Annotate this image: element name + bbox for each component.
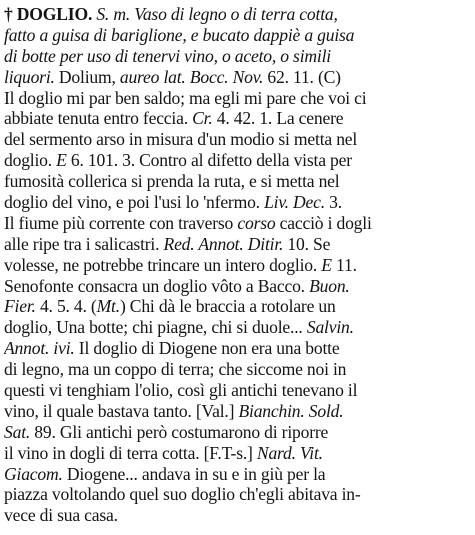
text-line xyxy=(4,25,470,46)
text-run: Red. Annot. Ditir. xyxy=(163,233,284,254)
text-run: corso xyxy=(237,212,276,233)
text-run: liquori. xyxy=(4,66,55,87)
text-run: Il fiume più corrente con traverso xyxy=(4,212,238,233)
text-line xyxy=(4,296,470,317)
text-run: Mt. xyxy=(96,296,120,317)
text-run: 4. 42. 1. La cenere xyxy=(212,108,344,129)
text-line xyxy=(4,422,470,443)
text-run: E xyxy=(56,150,67,171)
text-run: doglio del vino, e poi l'usi lo 'nfermo. xyxy=(4,192,265,213)
text-run: Sat. xyxy=(4,421,31,442)
text-run: 6. 101. 3. Contro al difetto della vista per xyxy=(66,150,352,171)
text-line xyxy=(4,464,470,485)
text-run: Annot. ivi. xyxy=(4,338,75,359)
text-line xyxy=(4,317,470,338)
text-run: piazza voltolando quel suo doglio ch'egli abitava in- xyxy=(4,484,361,505)
text-line xyxy=(4,359,470,380)
text-line xyxy=(4,380,470,401)
text-run: cacciò i dogli xyxy=(275,212,372,233)
entry-headword: † DOGLIO. xyxy=(4,4,93,24)
text-line xyxy=(4,4,470,25)
text-line xyxy=(4,338,470,359)
text-line xyxy=(4,192,470,213)
text-run: Cr. xyxy=(192,108,213,129)
text-line xyxy=(4,484,470,505)
text-run: 62. 11. (C) xyxy=(263,66,341,87)
text-line xyxy=(4,213,470,234)
text-line xyxy=(4,108,470,129)
text-line xyxy=(4,505,470,526)
text-run: Nard. Vit. xyxy=(256,442,323,463)
text-line xyxy=(4,401,470,422)
text-line xyxy=(4,276,470,297)
text-run: doglio. xyxy=(4,150,57,171)
text-run: doglio, Una botte; chi piagne, chi si duole... xyxy=(4,317,307,338)
text-line xyxy=(4,255,470,276)
text-run: alle ripe tra i salicastri. xyxy=(4,233,164,254)
text-run: 3. xyxy=(324,192,342,213)
text-run: vece di sua casa. xyxy=(4,505,118,526)
text-run: Il doglio di Diogene non era una botte xyxy=(74,338,340,359)
text-run: 4. 5. 4. ( xyxy=(35,296,97,317)
text-line xyxy=(4,129,470,150)
text-run: S. m. Vaso di legno o di terra cotta, xyxy=(92,4,338,24)
text-run: Dolium, xyxy=(54,66,120,87)
text-line xyxy=(4,234,470,255)
text-run: aureo lat. Bocc. Nov. xyxy=(119,66,264,87)
dictionary-entry-doglio xyxy=(4,4,470,526)
text-run: abbiate tenuta entro feccia. xyxy=(4,108,193,129)
text-run: di legno, ma un coppo di terra; che siccome noi in xyxy=(4,359,347,380)
text-line xyxy=(4,150,470,171)
text-run: fumosità collerica si prenda la ruta, e si metta nel xyxy=(4,171,340,192)
text-run: 89. Gli antichi però costumarono di riporre xyxy=(30,421,329,442)
text-run: 10. Se xyxy=(283,233,331,254)
text-line xyxy=(4,443,470,464)
text-run: Bianchin. Sold. xyxy=(238,400,344,421)
text-run: questi vi tenghiam l'olio, così gli antichi tenevano il xyxy=(4,380,358,401)
text-run: Senofonte consacra un doglio vôto a Bacco. xyxy=(4,275,310,296)
text-run: Giacom. xyxy=(4,463,63,484)
text-run: Salvin. xyxy=(306,317,354,338)
text-run: fatto a guisa di bariglione, e bucato dappiè a guisa xyxy=(4,24,355,45)
text-run: Diogene... andava in su e in giù per la xyxy=(62,463,326,484)
text-line xyxy=(4,171,470,192)
text-run: Il doglio mi par ben saldo; ma egli mi pare che voi ci xyxy=(4,87,367,108)
text-run: E xyxy=(321,254,332,275)
text-run: di botte per uso di tenervi vino, o aceto, o simili xyxy=(4,45,331,66)
text-run: il vino in dogli di terra cotta. [F.T-s.] xyxy=(4,442,257,463)
text-run: Fier. xyxy=(4,296,36,317)
text-run: volesse, ne potrebbe trincare un intero doglio. xyxy=(4,254,322,275)
text-run: vino, il quale bastava tanto. [Val.] xyxy=(4,400,239,421)
text-line xyxy=(4,88,470,109)
text-run: del sermento arso in misura d'un modio si metta nel xyxy=(4,129,358,150)
text-run: ) Chi dà le braccia a rotolare un xyxy=(119,296,336,317)
text-run: Liv. Dec. xyxy=(264,192,325,213)
text-line xyxy=(4,67,470,88)
text-line xyxy=(4,46,470,67)
text-run: 11. xyxy=(331,254,357,275)
text-run: Buon. xyxy=(309,275,350,296)
